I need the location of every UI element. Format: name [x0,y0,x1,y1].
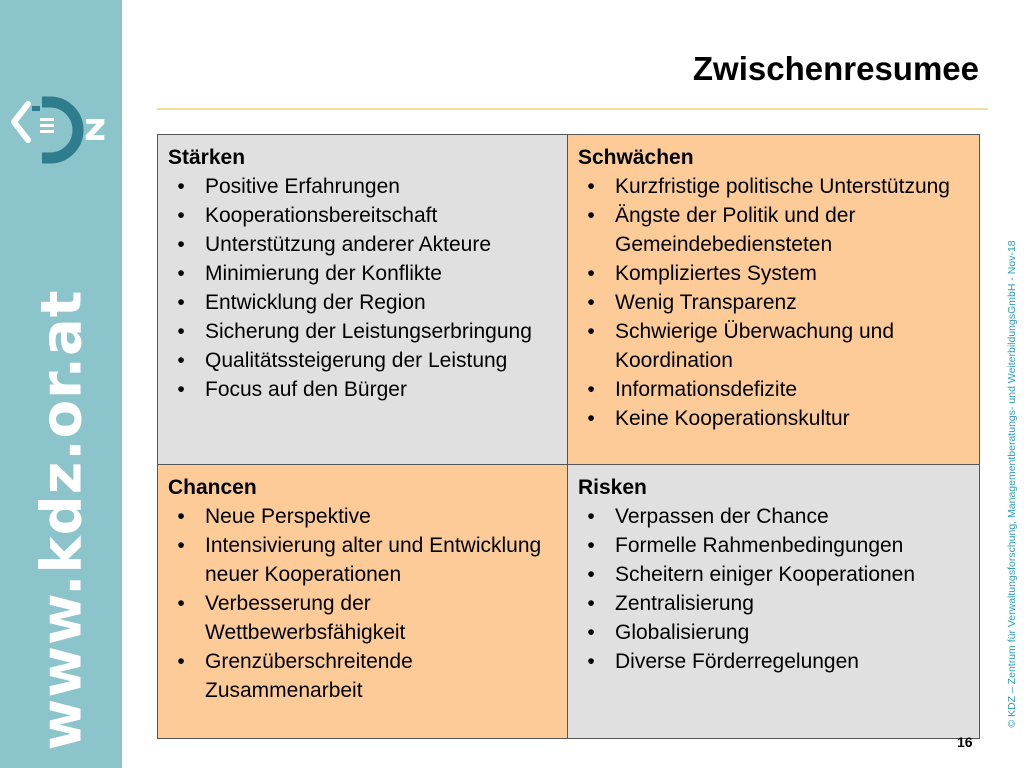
threats-cell [568,465,980,739]
list-item-text: Keine Kooperationskultur [615,407,850,430]
kdz-logo-icon [6,92,118,176]
bullet-icon: • [177,378,185,401]
list-item-text: Wenig Transparenz [615,291,797,314]
bullet-icon: • [587,204,595,227]
bullet-icon: • [177,204,185,227]
bullet-icon: • [587,563,595,586]
bullet-icon: • [177,262,185,285]
bullet-icon: • [177,592,185,615]
strengths-heading: Stärken [168,146,246,169]
bullet-icon: • [587,320,595,343]
bullet-icon: • [587,621,595,644]
list-item-text: Focus auf den Bürger [205,378,407,401]
list-item [168,230,557,259]
list-item-text: Kurzfristige politische Unterstützung [615,175,950,198]
strengths-cell [158,135,568,465]
bullet-icon: • [177,175,185,198]
list-item-text: Globalisierung [615,621,750,644]
list-item [168,201,557,230]
list-item [578,259,969,288]
list-item [168,288,557,317]
list-item-text: Positive Erfahrungen [205,175,400,198]
list-item-text: Informationsdefizite [615,378,798,401]
logo-letter: z [84,105,107,149]
list-item-text: Schwierige Überwachung und Koordination [615,320,894,372]
bullet-icon: • [177,505,185,528]
threats-heading: Risken [578,476,647,499]
strengths-list [168,172,557,404]
weaknesses-list [578,172,969,433]
bullet-icon: • [587,505,595,528]
list-item [578,288,969,317]
list-item [578,560,969,589]
bullet-icon: • [587,650,595,673]
list-item [578,201,969,259]
bullet-icon: • [177,650,185,673]
list-item [168,589,557,647]
list-item-text: Zentralisierung [615,592,754,615]
list-item-text: Diverse Förderregelungen [615,650,859,673]
bullet-icon: • [177,233,185,256]
title-divider [157,108,988,110]
page-number: 16 [957,734,973,750]
list-item-text: Kooperationsbereitschaft [205,204,438,227]
list-item-text: Kompliziertes System [615,262,817,285]
list-item [578,589,969,618]
list-item-text: Scheitern einiger Kooperationen [615,563,916,586]
opportunities-list [168,502,557,705]
bullet-icon: • [587,592,595,615]
list-item [168,172,557,201]
list-item-text: Intensivierung alter und Entwicklung neuer Kooperationen [205,534,542,586]
list-item-text: Sicherung der Leistungserbringung [205,320,532,343]
bullet-icon: • [587,175,595,198]
list-item [578,375,969,404]
list-item [168,502,557,531]
list-item-text: Ängste der Politik und der Gemeindebediensteten [615,204,856,256]
bullet-icon: • [177,291,185,314]
list-item [168,346,557,375]
list-item [168,317,557,346]
list-item [578,172,969,201]
slide-title: Zwischenresumee [692,50,979,87]
opportunities-heading: Chancen [168,476,257,499]
bullet-icon: • [587,262,595,285]
bullet-icon: • [587,534,595,557]
brand-sidebar: z www.kdz.or.at [0,0,122,768]
swot-table [157,134,980,739]
list-item-text: Formelle Rahmenbedingungen [615,534,904,557]
list-item [168,259,557,288]
list-item [578,317,969,375]
list-item-text: Verpassen der Chance [615,505,829,528]
weaknesses-heading: Schwächen [578,146,694,169]
list-item [168,375,557,404]
list-item [578,404,969,433]
bullet-icon: • [177,320,185,343]
bullet-icon: • [177,534,185,557]
list-item-text: Grenzüberschreitende Zusammenarbeit [205,650,413,702]
list-item [578,618,969,647]
bullet-icon: • [587,407,595,430]
list-item [578,647,969,676]
list-item-text: Unterstützung anderer Akteure [205,233,492,256]
bullet-icon: • [587,291,595,314]
bullet-icon: • [587,378,595,401]
opportunities-cell [158,465,568,739]
list-item-text: Minimierung der Konflikte [205,262,442,285]
list-item-text: Entwicklung der Region [205,291,426,314]
list-item-text: Neue Perspektive [205,505,371,528]
list-item [168,647,557,705]
list-item-text: Qualitätssteigerung der Leistung [205,349,508,372]
list-item-text: Verbesserung der Wettbewerbsfähigkeit [205,592,406,644]
list-item [578,502,969,531]
threats-list [578,502,969,676]
list-item [168,531,557,589]
bullet-icon: • [177,349,185,372]
weaknesses-cell [568,135,980,465]
list-item [578,531,969,560]
